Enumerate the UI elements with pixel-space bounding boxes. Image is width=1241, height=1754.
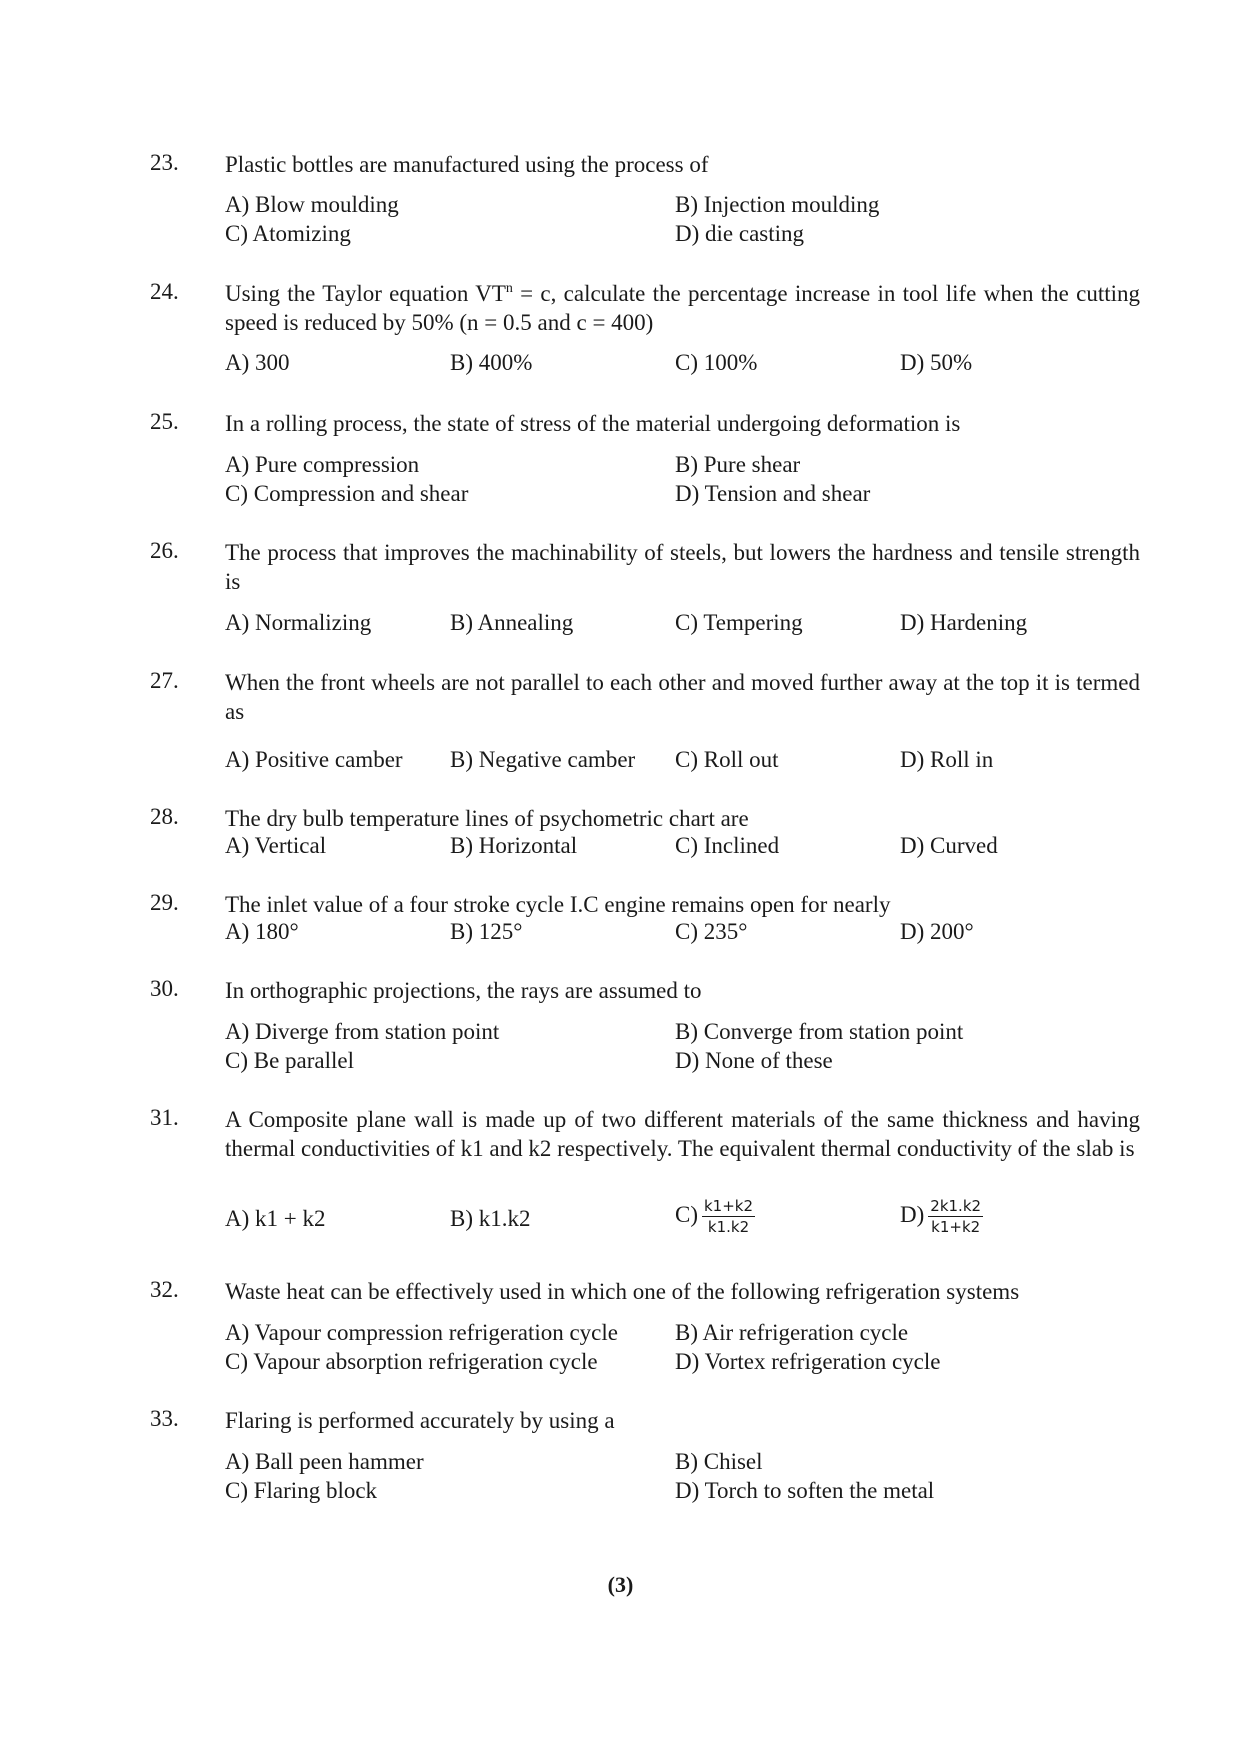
fraction-denominator: k1+k2 — [931, 1218, 981, 1236]
option-d: D) Torch to soften the metal — [675, 1478, 935, 1503]
question-text — [225, 279, 1140, 337]
option-d: D) Roll in — [900, 747, 994, 772]
option-c: C) Atomizing — [225, 221, 351, 246]
question-number: 25. — [150, 409, 179, 434]
fraction — [928, 1197, 983, 1236]
question-text: In orthographic projections, the rays are assumed to — [225, 978, 702, 1003]
option-b: B) 125° — [450, 919, 523, 944]
question-text: Flaring is performed accurately by using a — [225, 1408, 615, 1433]
option-b: B) k1.k2 — [450, 1206, 531, 1231]
option-d: D) Curved — [900, 833, 998, 858]
option-d: D) Hardening — [900, 610, 1028, 635]
fraction — [702, 1197, 755, 1236]
question-text: A Composite plane wall is made up of two different materials of the same thickness and having thermal conductivities of k1 and k2 respectively. The equivalent thermal conductivity of the slab is — [225, 1107, 1140, 1161]
option-d: D) Tension and shear — [675, 481, 871, 506]
option-c: C) Flaring block — [225, 1478, 378, 1503]
option-label: C) — [675, 1201, 698, 1227]
option-b: B) Annealing — [450, 610, 574, 635]
question-number: 29. — [150, 890, 179, 915]
option-c: C) 235° — [675, 919, 748, 944]
option-b: B) Pure shear — [675, 452, 801, 477]
option-a: A) 180° — [225, 919, 299, 944]
option-a: A) 300 — [225, 350, 290, 375]
option-d: D) 50% — [900, 350, 973, 375]
question-text-part: = c, calculate the percentage increase in tool life when the cutting speed is reduced by 50% (n = 0.5 and c = 400) — [225, 281, 1140, 335]
question-number: 26. — [150, 538, 179, 563]
option-c: C) Roll out — [675, 747, 779, 772]
option-d: D) None of these — [675, 1048, 833, 1073]
option-c: C) Be parallel — [225, 1048, 355, 1073]
page-number: (3) — [607, 1572, 634, 1597]
question-text: When the front wheels are not parallel to each other and moved further away at the top it is termed as — [225, 670, 1140, 724]
question-number: 23. — [150, 150, 179, 175]
fraction-numerator: 2k1.k2 — [930, 1197, 982, 1215]
option-c: C) Tempering — [675, 610, 803, 635]
option-a: A) Ball peen hammer — [225, 1449, 424, 1474]
question-text: The dry bulb temperature lines of psychometric chart are — [225, 806, 749, 831]
question-number: 27. — [150, 668, 179, 693]
option-b: B) Air refrigeration cycle — [675, 1320, 909, 1345]
option-d — [900, 1197, 983, 1236]
option-a: A) Pure compression — [225, 452, 420, 477]
option-d: D) die casting — [675, 221, 805, 246]
option-label: D) — [900, 1201, 925, 1227]
fraction-denominator: k1.k2 — [707, 1218, 750, 1236]
option-d: D) Vortex refrigeration cycle — [675, 1349, 941, 1374]
option-a: A) Diverge from station point — [225, 1019, 500, 1044]
option-a: A) Vapour compression refrigeration cycle — [225, 1320, 618, 1345]
option-a: A) Normalizing — [225, 610, 372, 635]
question-number: 30. — [150, 976, 179, 1001]
question-text-part: Using the Taylor equation VT — [225, 281, 506, 306]
option-c: C) Compression and shear — [225, 481, 469, 506]
question-number: 24. — [150, 279, 179, 304]
option-c: C) 100% — [675, 350, 758, 375]
option-c — [675, 1197, 755, 1236]
option-a: A) Positive camber — [225, 747, 403, 772]
option-b: B) Negative camber — [450, 747, 636, 772]
fraction-numerator: k1+k2 — [704, 1197, 754, 1215]
question-number: 32. — [150, 1277, 179, 1302]
question-number: 28. — [150, 804, 179, 829]
option-b: B) Chisel — [675, 1449, 763, 1474]
option-b: B) 400% — [450, 350, 533, 375]
exponent: n — [505, 281, 513, 296]
question-text: The process that improves the machinability of steels, but lowers the hardness and tensile strength is — [225, 540, 1140, 594]
option-c: C) Inclined — [675, 833, 780, 858]
question-number: 31. — [150, 1105, 179, 1130]
option-a: A) Vertical — [225, 833, 327, 858]
question-number: 33. — [150, 1406, 179, 1431]
option-b: B) Injection moulding — [675, 192, 880, 217]
option-a: A) Blow moulding — [225, 192, 399, 217]
option-c: C) Vapour absorption refrigeration cycle — [225, 1349, 598, 1374]
question-text: The inlet value of a four stroke cycle I.C engine remains open for nearly — [225, 892, 891, 917]
question-text: In a rolling process, the state of stress of the material undergoing deformation is — [225, 411, 961, 436]
option-d: D) 200° — [900, 919, 974, 944]
question-text: Plastic bottles are manufactured using the process of — [225, 152, 709, 177]
option-b: B) Converge from station point — [675, 1019, 964, 1044]
question-text: Waste heat can be effectively used in which one of the following refrigeration systems — [225, 1279, 1020, 1304]
option-b: B) Horizontal — [450, 833, 578, 858]
option-a: A) k1 + k2 — [225, 1206, 326, 1231]
